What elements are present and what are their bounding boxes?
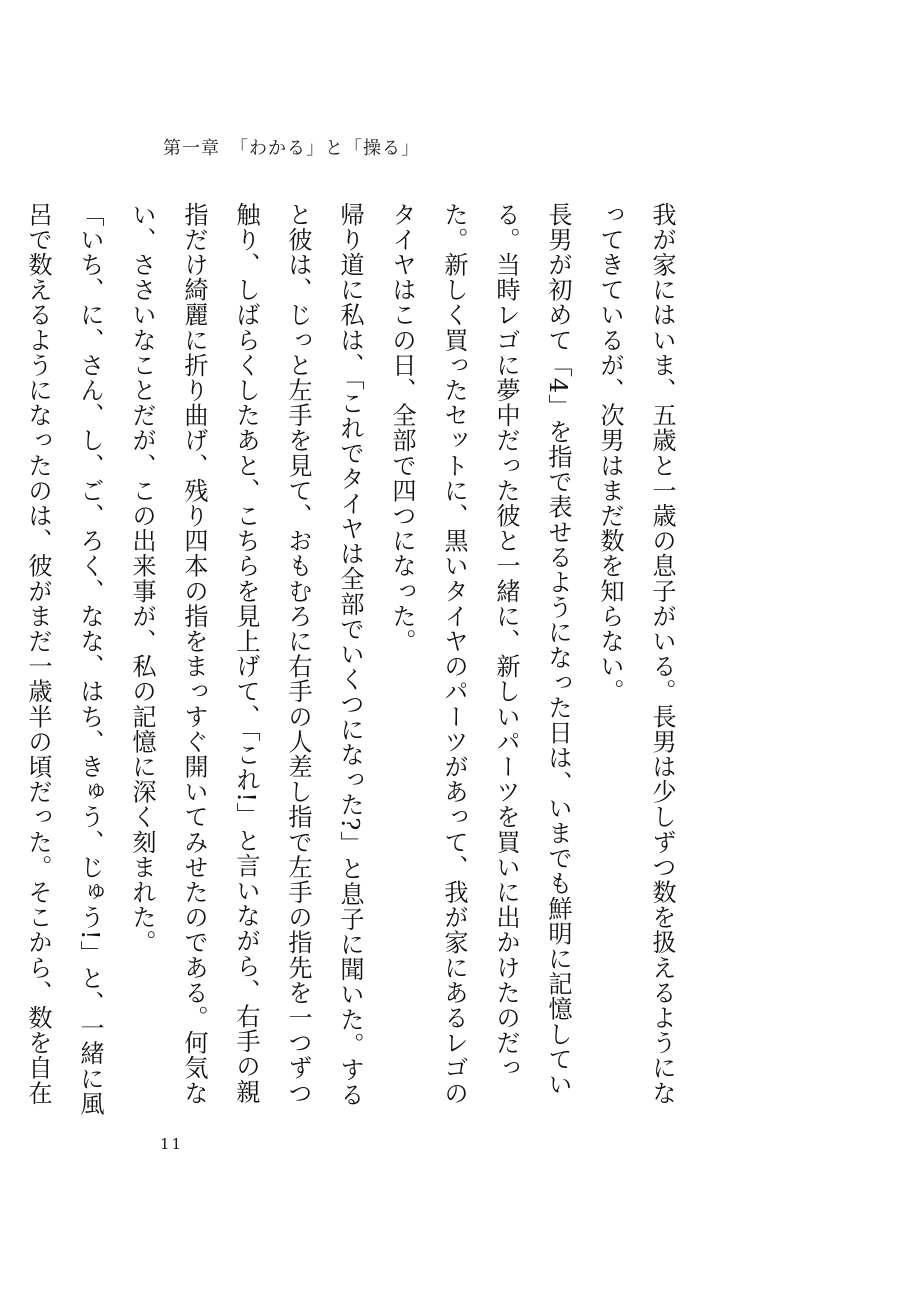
paragraph: 我が家にはいま、五歳と一歳の息子がいる。長男は少しずつ数を扱えるようになってきているが、次男はまだ数を知らない。 (596, 202, 676, 1106)
page-number: 11 (160, 1135, 184, 1153)
paragraph: 長男が初めて「4」を指で表せるようになった日は、いまでも鮮明に記憶している。当時レゴに夢中だった彼と一緒に、新しいパーツを買いに出かけたのだった。新しく買ったセットに、黒いタイヤのパーツがあって、我が家にあるレゴのタイヤはこの日、全部で四つになった。 (388, 202, 572, 1106)
paragraph: 「いち、に、さん、し、ご、ろく、なな、はち、きゅう、じゅう!」と、一緒に風呂で数えるようになったのは、彼がまだ一歳半の頃だった。そこから、数を自在 (24, 202, 104, 1117)
paragraph: 帰り道に私は、「これでタイヤは全部でいくつになった?」と息子に聞いた。すると彼は、じっと左手を見て、おもむろに右手の人差し指で左手の指先を一つずつ触り、しばらくしたあと、こちらを見上げて、「これ!」と言いながら、右手の親指だけ綺麗に折り曲げ、残り四本の指をまっすぐ開いてみせたのである。何気ない、ささいなことだが、この出来事が、私の記憶に深く刻まれた。 (128, 202, 364, 1108)
running-head-chapter-title: 第一章 「わかる」と「操る」 (163, 138, 420, 159)
body-text (0, 202, 688, 1117)
